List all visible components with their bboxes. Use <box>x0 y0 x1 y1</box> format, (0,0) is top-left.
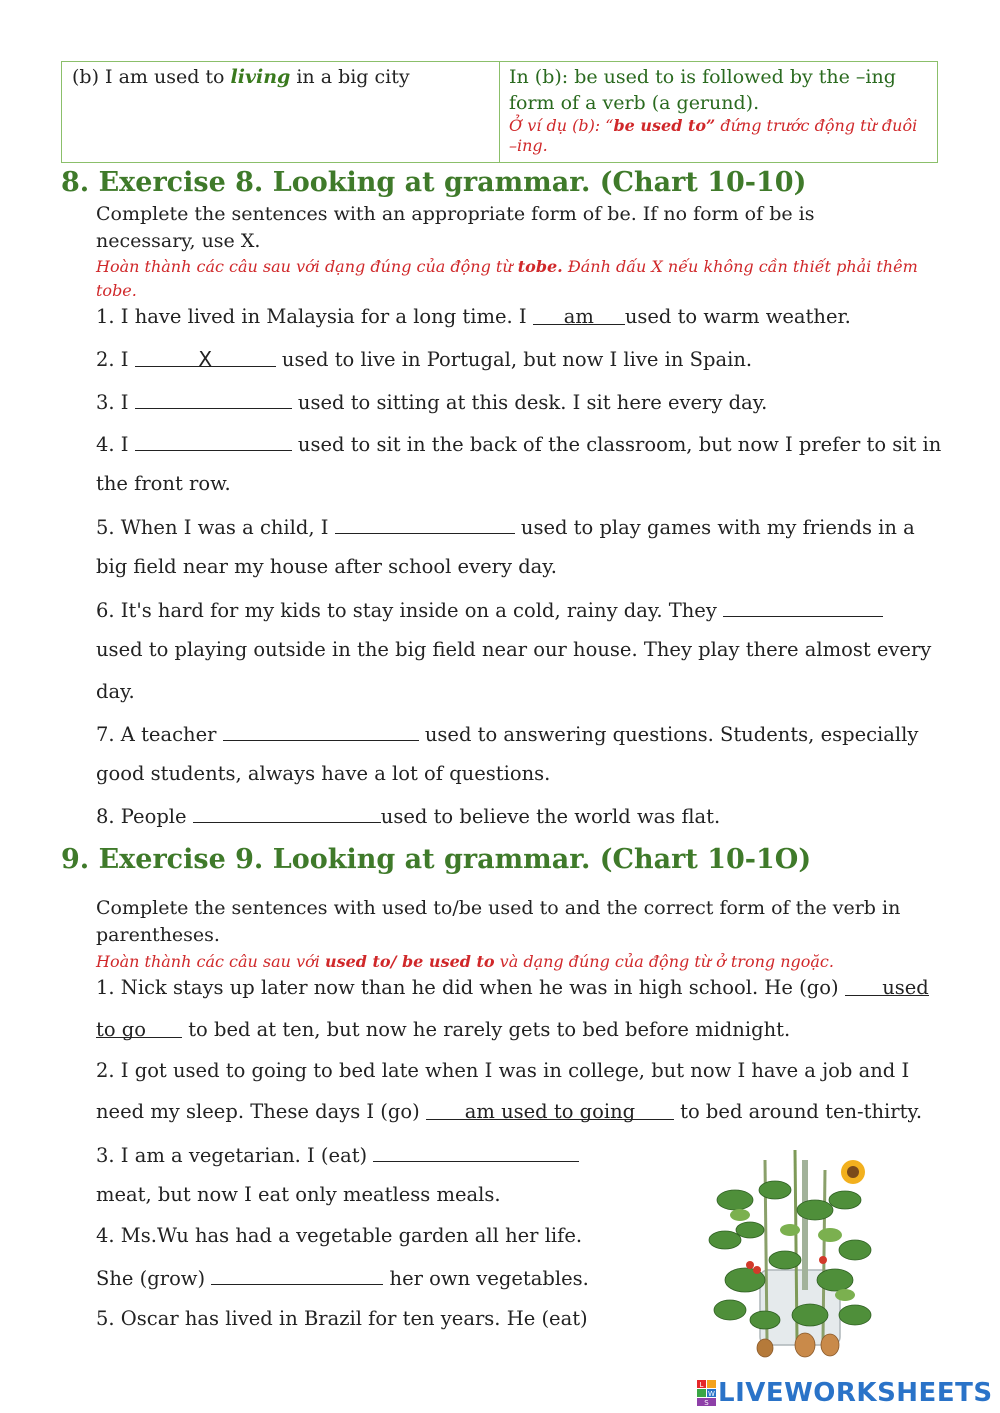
exercise-9-vietnamese-instructions: Hoàn thành các câu sau với used to/ be used to và dạng đúng của động từ ở trong ngoặc. <box>96 952 834 971</box>
table-vietnamese-note: Ở ví dụ (b): “be used to” đứng trước động từ đuôi <box>509 116 918 135</box>
svg-text:S: S <box>704 1399 709 1406</box>
table-explanation-cell: In (b): be used to is followed by the –ing form of a verb (a gerund). Ở ví dụ (b): “be used to” đứng trước động từ đuôi –ing. <box>509 64 929 156</box>
ex9-q3-answer-blank[interactable] <box>373 1141 579 1162</box>
exercise-8-vietnamese-instructions: Hoàn thành các câu sau với dạng đúng của động từ tobe. Đánh dấu X nếu không cần thiết phải thêm tobe. <box>96 257 918 300</box>
ex9-question-2-cont: need my sleep. These days I (go) am used to going to bed around ten-thirty. <box>96 1100 923 1123</box>
ex8-question-6-cont: used to playing outside in the big field near our house. They play there almost every <box>96 638 932 661</box>
exercise-8-instructions: Complete the sentences with an appropriate form of be. If no form of be is necessary, use X. <box>96 203 815 252</box>
liveworksheets-brand-text: LIVEWORKSHEETS <box>718 1378 993 1408</box>
svg-text:L: L <box>699 1381 704 1389</box>
ex8-question-4: 4. I used to sit in the back of the classroom, but now I prefer to sit in <box>96 430 941 458</box>
ex8-question-7-cont: good students, always have a lot of questions. <box>96 762 551 785</box>
gerund-emphasis: living <box>230 66 291 88</box>
exercise-9-heading: 9. Exercise 9. Looking at grammar. (Chart 10-1O) <box>61 844 812 875</box>
table-divider <box>499 62 500 162</box>
ex8-q8-answer-blank[interactable] <box>193 802 381 823</box>
ex9-question-4-cont: She (grow) her own vegetables. <box>96 1264 589 1292</box>
ex8-question-6: 6. It's hard for my kids to stay inside on a cold, rainy day. They <box>96 596 883 624</box>
table-example-cell: (b) I am used to living in a big city <box>72 66 410 88</box>
ex9-question-1-cont: to go to bed at ten, but now he rarely gets to bed before midnight. <box>96 1018 791 1041</box>
exercise-9-instructions: Complete the sentences with used to/be used to and the correct form of the verb in parentheses. <box>96 897 901 946</box>
sunflower-icon <box>841 1160 865 1184</box>
ex9-question-5: 5. Oscar has lived in Brazil for ten years. He (eat) <box>96 1307 588 1330</box>
ex8-q1-answer-blank[interactable]: am <box>533 304 625 325</box>
ex8-question-8: 8. People used to believe the world was flat. <box>96 802 720 830</box>
ex8-question-5: 5. When I was a child, I used to play games with my friends in a <box>96 513 915 541</box>
svg-text:W: W <box>708 1390 715 1398</box>
exercise-8-heading: 8. Exercise 8. Looking at grammar. (Chart 10-10) <box>61 167 807 198</box>
ex9-q4-answer-blank[interactable] <box>211 1264 383 1285</box>
ex8-question-1: 1. I have lived in Malaysia for a long time. I am used to warm weather. <box>96 305 851 328</box>
ex8-question-6-cont2: day. <box>96 680 135 703</box>
ex8-question-7: 7. A teacher used to answering questions. Students, especially <box>96 720 918 748</box>
ex9-q2-answer-blank[interactable]: am used to going <box>426 1099 674 1120</box>
ex8-question-4-cont: the front row. <box>96 472 231 495</box>
ex9-question-2: 2. I got used to going to bed late when I was in college, but now I have a job and I <box>96 1059 910 1082</box>
ex8-question-2: 2. I X used to live in Portugal, but now I live in Spain. <box>96 347 753 371</box>
ex8-q7-answer-blank[interactable] <box>223 720 419 741</box>
ex8-q4-answer-blank[interactable] <box>135 430 292 451</box>
ex9-question-3-cont: meat, but now I eat only meatless meals. <box>96 1183 501 1206</box>
ex9-q1-answer-blank[interactable]: used <box>845 975 929 996</box>
ex8-q5-answer-blank[interactable] <box>335 513 515 534</box>
ex8-q2-answer-blank[interactable]: X <box>135 346 276 367</box>
ex8-q3-answer-blank[interactable] <box>135 388 292 409</box>
ex8-question-5-cont: big field near my house after school every day. <box>96 555 557 578</box>
ex9-question-1: 1. Nick stays up later now than he did when he was in high school. He (go) used <box>96 976 929 999</box>
ex8-question-3: 3. I used to sitting at this desk. I sit here every day. <box>96 388 767 416</box>
liveworksheets-logo <box>696 1378 993 1408</box>
ex9-question-3: 3. I am a vegetarian. I (eat) <box>96 1141 579 1169</box>
ex9-q1-answer-blank-cont[interactable]: to go <box>96 1017 182 1038</box>
liveworksheets-logo-icon <box>696 1380 718 1406</box>
vegetable-garden-illustration <box>705 1140 877 1360</box>
ex8-q6-answer-blank[interactable] <box>723 596 883 617</box>
grammar-table <box>61 61 938 163</box>
ex9-question-4: 4. Ms.Wu has had a vegetable garden all her life. <box>96 1224 583 1247</box>
